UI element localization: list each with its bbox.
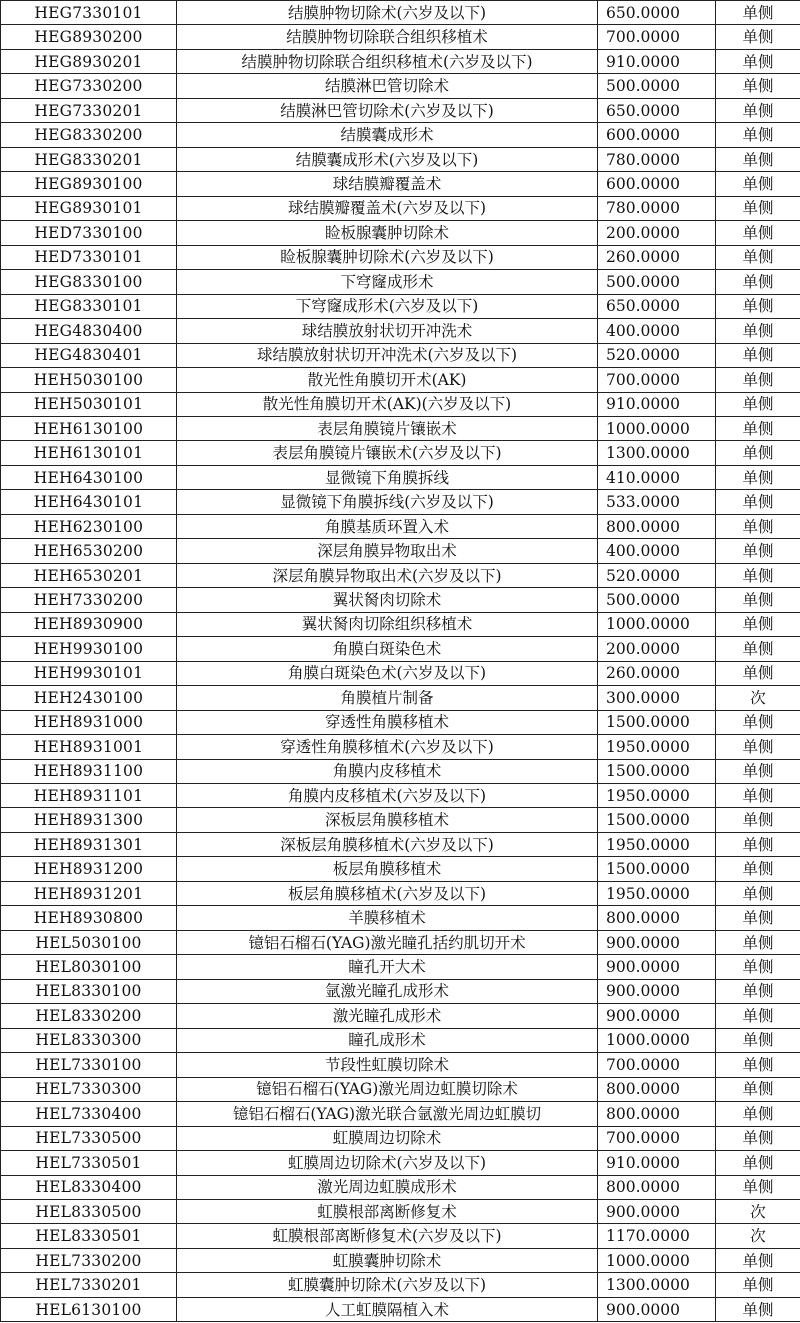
item-price: 520.0000 [598,343,716,367]
item-code: HEH6530201 [1,563,177,587]
table-row [1,588,800,612]
item-name: 镱铝石榴石(YAG)激光瞳孔括约肌切开术 [177,930,598,954]
item-unit: 单侧 [716,1297,800,1321]
item-name: 球结膜放射状切开冲洗术 [177,319,598,343]
item-unit: 单侧 [716,563,800,587]
item-unit: 单侧 [716,465,800,489]
item-code: HEL8330400 [1,1175,177,1199]
item-unit: 单侧 [716,343,800,367]
table-row [1,98,800,122]
item-code: HEG8930200 [1,25,177,49]
table-row [1,270,800,294]
item-code: HEG7330200 [1,74,177,98]
item-name: 睑板腺囊肿切除术 [177,221,598,245]
table-row [1,25,800,49]
item-name: 人工虹膜隔植入术 [177,1297,598,1321]
item-unit: 单侧 [716,490,800,514]
item-code: HEG8930201 [1,49,177,73]
item-name: 深板层角膜移植术(六岁及以下) [177,832,598,856]
item-unit: 单侧 [716,1175,800,1199]
item-code: HEH7330200 [1,588,177,612]
item-price: 1500.0000 [598,759,716,783]
table-row [1,906,800,930]
item-unit: 单侧 [716,588,800,612]
item-name: 显微镜下角膜拆线 [177,465,598,489]
item-code: HEL8030100 [1,955,177,979]
item-name: 瞳孔开大术 [177,955,598,979]
table-row [1,637,800,661]
item-name: 虹膜根部离断修复术(六岁及以下) [177,1224,598,1248]
item-price: 800.0000 [598,906,716,930]
item-name: 睑板腺囊肿切除术(六岁及以下) [177,245,598,269]
item-price: 1950.0000 [598,881,716,905]
item-unit: 单侧 [716,1126,800,1150]
item-name: 结膜囊成形术(六岁及以下) [177,147,598,171]
item-price: 1000.0000 [598,1028,716,1052]
table-row [1,1151,800,1175]
item-name: 翼状胬肉切除术 [177,588,598,612]
table-row [1,490,800,514]
table-row [1,514,800,538]
item-unit: 单侧 [716,196,800,220]
item-name: 穿透性角膜移植术(六岁及以下) [177,735,598,759]
item-unit: 单侧 [716,1151,800,1175]
item-unit: 单侧 [716,172,800,196]
item-code: HEH6530200 [1,539,177,563]
item-code: HEH9930100 [1,637,177,661]
item-code: HEL7330200 [1,1248,177,1272]
item-price: 700.0000 [598,1126,716,1150]
item-code: HEL8330100 [1,979,177,1003]
item-unit: 单侧 [716,735,800,759]
item-price: 1500.0000 [598,857,716,881]
item-price: 900.0000 [598,1199,716,1223]
item-code: HEH2430100 [1,686,177,710]
item-name: 结膜肿物切除术(六岁及以下) [177,1,598,25]
item-price: 800.0000 [598,1175,716,1199]
table-row [1,735,800,759]
table-row [1,759,800,783]
item-code: HEL8330200 [1,1004,177,1028]
item-unit: 次 [716,1199,800,1223]
item-code: HEG8330200 [1,123,177,147]
item-unit: 单侧 [716,539,800,563]
item-code: HEL8330501 [1,1224,177,1248]
item-price: 910.0000 [598,49,716,73]
item-unit: 单侧 [716,1077,800,1101]
item-unit: 单侧 [716,857,800,881]
item-code: HEH6230100 [1,514,177,538]
item-name: 激光瞳孔成形术 [177,1004,598,1028]
item-price: 400.0000 [598,539,716,563]
item-name: 结膜囊成形术 [177,123,598,147]
item-code: HED7330101 [1,245,177,269]
item-price: 1300.0000 [598,441,716,465]
item-name: 镱铝石榴石(YAG)激光周边虹膜切除术 [177,1077,598,1101]
item-code: HEG8930101 [1,196,177,220]
item-name: 散光性角膜切开术(AK)(六岁及以下) [177,392,598,416]
item-price: 600.0000 [598,123,716,147]
item-name: 角膜植片制备 [177,686,598,710]
table-row [1,1,800,25]
item-code: HEL7330400 [1,1102,177,1126]
table-row [1,808,800,832]
item-price: 500.0000 [598,270,716,294]
item-unit: 单侧 [716,319,800,343]
item-unit: 单侧 [716,1102,800,1126]
item-price: 780.0000 [598,147,716,171]
item-price: 600.0000 [598,172,716,196]
item-name: 结膜淋巴管切除术 [177,74,598,98]
item-price: 1000.0000 [598,612,716,636]
item-name: 板层角膜移植术 [177,857,598,881]
item-price: 1950.0000 [598,784,716,808]
item-code: HEG7330201 [1,98,177,122]
table-row [1,1199,800,1223]
item-price: 910.0000 [598,392,716,416]
item-unit: 单侧 [716,25,800,49]
item-code: HEL7330201 [1,1273,177,1297]
table-row [1,979,800,1003]
item-name: 角膜白斑染色术(六岁及以下) [177,661,598,685]
item-price: 410.0000 [598,465,716,489]
item-price: 900.0000 [598,930,716,954]
item-name: 虹膜周边切除术(六岁及以下) [177,1151,598,1175]
table-row [1,368,800,392]
item-name: 羊膜移植术 [177,906,598,930]
item-unit: 次 [716,686,800,710]
item-name: 深层角膜异物取出术 [177,539,598,563]
item-price: 700.0000 [598,1053,716,1077]
item-price: 800.0000 [598,1077,716,1101]
item-name: 结膜淋巴管切除术(六岁及以下) [177,98,598,122]
item-unit: 单侧 [716,416,800,440]
item-code: HEL7330501 [1,1151,177,1175]
item-unit: 单侧 [716,1,800,25]
table-row [1,465,800,489]
item-unit: 单侧 [716,1273,800,1297]
item-unit: 单侧 [716,906,800,930]
item-price: 1500.0000 [598,710,716,734]
item-price: 520.0000 [598,563,716,587]
item-name: 球结膜瓣覆盖术 [177,172,598,196]
item-code: HEL7330100 [1,1053,177,1077]
item-unit: 单侧 [716,270,800,294]
table-row [1,441,800,465]
item-unit: 单侧 [716,98,800,122]
item-unit: 单侧 [716,710,800,734]
item-name: 表层角膜镜片镶嵌术 [177,416,598,440]
table-row [1,196,800,220]
item-code: HEG8330101 [1,294,177,318]
item-code: HEH6130101 [1,441,177,465]
item-code: HEH6430100 [1,465,177,489]
item-name: 散光性角膜切开术(AK) [177,368,598,392]
item-unit: 单侧 [716,221,800,245]
item-price: 400.0000 [598,319,716,343]
item-name: 角膜基质环置入术 [177,514,598,538]
table-row [1,661,800,685]
item-unit: 单侧 [716,74,800,98]
item-code: HEH6430101 [1,490,177,514]
item-code: HEG4830401 [1,343,177,367]
item-price: 260.0000 [598,245,716,269]
table-row [1,1273,800,1297]
item-code: HEL8330300 [1,1028,177,1052]
table-row [1,881,800,905]
item-price: 1000.0000 [598,1248,716,1272]
item-code: HEL6130100 [1,1297,177,1321]
item-code: HEL8330500 [1,1199,177,1223]
item-code: HEH6130100 [1,416,177,440]
table-row [1,1077,800,1101]
item-price: 650.0000 [598,98,716,122]
item-price: 650.0000 [598,1,716,25]
item-code: HEL7330300 [1,1077,177,1101]
item-name: 角膜内皮移植术 [177,759,598,783]
item-name: 节段性虹膜切除术 [177,1053,598,1077]
item-price: 700.0000 [598,368,716,392]
item-code: HEH8931101 [1,784,177,808]
table-row [1,221,800,245]
item-code: HEH8931100 [1,759,177,783]
item-name: 表层角膜镜片镶嵌术(六岁及以下) [177,441,598,465]
item-unit: 单侧 [716,759,800,783]
item-name: 结膜肿物切除联合组织移植术(六岁及以下) [177,49,598,73]
item-name: 深板层角膜移植术 [177,808,598,832]
item-price: 1300.0000 [598,1273,716,1297]
table-row [1,343,800,367]
item-name: 虹膜囊肿切除术(六岁及以下) [177,1273,598,1297]
item-name: 下穹窿成形术 [177,270,598,294]
item-price: 1170.0000 [598,1224,716,1248]
table-row [1,392,800,416]
item-unit: 单侧 [716,979,800,1003]
item-price: 500.0000 [598,74,716,98]
item-price: 200.0000 [598,637,716,661]
item-name: 结膜肿物切除联合组织移植术 [177,25,598,49]
item-name: 球结膜放射状切开冲洗术(六岁及以下) [177,343,598,367]
item-unit: 单侧 [716,514,800,538]
item-code: HEG8330201 [1,147,177,171]
item-unit: 单侧 [716,832,800,856]
item-code: HEH8930900 [1,612,177,636]
item-code: HEH8931000 [1,710,177,734]
table-row [1,1175,800,1199]
table-row [1,955,800,979]
item-code: HEL5030100 [1,930,177,954]
item-price: 500.0000 [598,588,716,612]
item-unit: 单侧 [716,294,800,318]
table-row [1,612,800,636]
item-unit: 单侧 [716,49,800,73]
table-row [1,563,800,587]
item-code: HEG8330100 [1,270,177,294]
item-price: 1000.0000 [598,416,716,440]
item-code: HEH8931300 [1,808,177,832]
item-unit: 单侧 [716,392,800,416]
item-code: HED7330100 [1,221,177,245]
item-unit: 单侧 [716,808,800,832]
table-row [1,245,800,269]
item-name: 瞳孔成形术 [177,1028,598,1052]
item-code: HEH8931001 [1,735,177,759]
item-name: 下穹窿成形术(六岁及以下) [177,294,598,318]
item-price: 260.0000 [598,661,716,685]
table-row [1,784,800,808]
item-price: 910.0000 [598,1151,716,1175]
item-unit: 单侧 [716,1004,800,1028]
table-row [1,686,800,710]
table-row [1,416,800,440]
item-unit: 单侧 [716,637,800,661]
item-name: 穿透性角膜移植术 [177,710,598,734]
item-unit: 单侧 [716,661,800,685]
table-row [1,1004,800,1028]
table-row [1,147,800,171]
item-code: HEL7330500 [1,1126,177,1150]
fee-table-body [1,1,800,1322]
table-row [1,710,800,734]
item-name: 球结膜瓣覆盖术(六岁及以下) [177,196,598,220]
table-row [1,1102,800,1126]
item-name: 激光周边虹膜成形术 [177,1175,598,1199]
item-price: 900.0000 [598,979,716,1003]
item-price: 650.0000 [598,294,716,318]
item-price: 780.0000 [598,196,716,220]
item-unit: 单侧 [716,147,800,171]
item-unit: 单侧 [716,1053,800,1077]
item-name: 镱铝石榴石(YAG)激光联合氩激光周边虹膜切 [177,1102,598,1126]
item-unit: 单侧 [716,955,800,979]
item-name: 虹膜周边切除术 [177,1126,598,1150]
item-unit: 单侧 [716,784,800,808]
item-unit: 次 [716,1224,800,1248]
table-row [1,172,800,196]
item-name: 深层角膜异物取出术(六岁及以下) [177,563,598,587]
item-code: HEH9930101 [1,661,177,685]
item-price: 700.0000 [598,25,716,49]
item-code: HEH5030101 [1,392,177,416]
item-price: 900.0000 [598,955,716,979]
item-name: 角膜内皮移植术(六岁及以下) [177,784,598,808]
item-unit: 单侧 [716,930,800,954]
item-code: HEH8931301 [1,832,177,856]
item-code: HEG8930100 [1,172,177,196]
item-name: 板层角膜移植术(六岁及以下) [177,881,598,905]
item-unit: 单侧 [716,881,800,905]
item-price: 800.0000 [598,1102,716,1126]
table-row [1,1126,800,1150]
table-row [1,1248,800,1272]
item-unit: 单侧 [716,1248,800,1272]
table-row [1,1224,800,1248]
item-name: 虹膜囊肿切除术 [177,1248,598,1272]
item-price: 300.0000 [598,686,716,710]
item-unit: 单侧 [716,1028,800,1052]
item-name: 翼状胬肉切除组织移植术 [177,612,598,636]
item-code: HEG4830400 [1,319,177,343]
item-name: 虹膜根部离断修复术 [177,1199,598,1223]
item-price: 1950.0000 [598,832,716,856]
item-code: HEG7330101 [1,1,177,25]
item-price: 900.0000 [598,1004,716,1028]
table-row [1,49,800,73]
item-code: HEH8931200 [1,857,177,881]
item-unit: 单侧 [716,441,800,465]
item-price: 800.0000 [598,514,716,538]
item-price: 900.0000 [598,1297,716,1321]
item-price: 1500.0000 [598,808,716,832]
item-code: HEH8930800 [1,906,177,930]
table-row [1,930,800,954]
item-price: 1950.0000 [598,735,716,759]
item-name: 角膜白斑染色术 [177,637,598,661]
item-code: HEH8931201 [1,881,177,905]
item-name: 氩激光瞳孔成形术 [177,979,598,1003]
item-unit: 单侧 [716,368,800,392]
table-row [1,857,800,881]
table-row [1,1297,800,1321]
item-price: 533.0000 [598,490,716,514]
table-row [1,1028,800,1052]
table-row [1,294,800,318]
item-code: HEH5030100 [1,368,177,392]
item-unit: 单侧 [716,123,800,147]
table-row [1,74,800,98]
table-row [1,1053,800,1077]
table-row [1,832,800,856]
table-row [1,539,800,563]
item-unit: 单侧 [716,245,800,269]
item-unit: 单侧 [716,612,800,636]
item-price: 200.0000 [598,221,716,245]
table-row [1,319,800,343]
table-row [1,123,800,147]
item-name: 显微镜下角膜拆线(六岁及以下) [177,490,598,514]
